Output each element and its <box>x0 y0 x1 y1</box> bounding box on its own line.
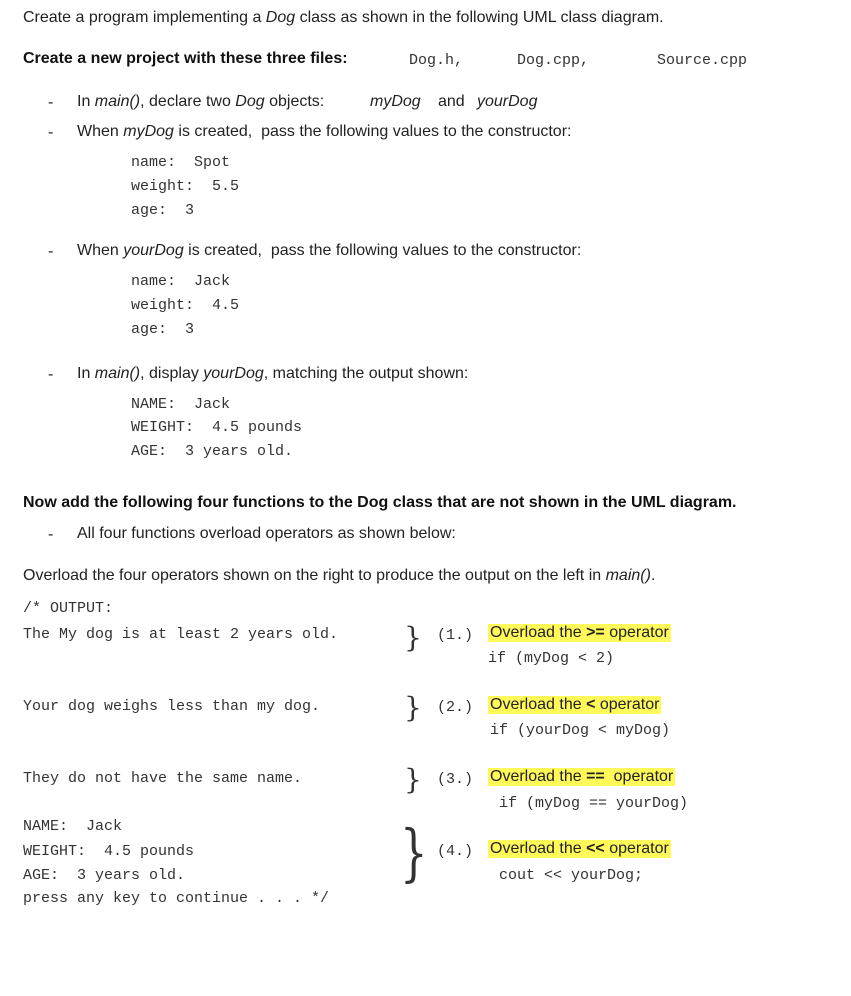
b3-post: is created, pass the following values to the constructor: <box>183 242 582 259</box>
brace-4: } <box>400 816 428 889</box>
intro-text-end: class as shown in the following UML class diagram. <box>295 9 664 26</box>
overload-pre: Overload the four operators shown on the right to produce the output on the left in <box>23 567 606 584</box>
b2-pre: When <box>77 123 124 140</box>
intro-text: Create a program implementing a <box>23 9 266 26</box>
op3-symbol: == <box>586 768 605 785</box>
op2-pre: Overload the <box>490 696 587 713</box>
display-age-line: AGE: 3 years old. <box>131 443 294 460</box>
bullet-mark: - <box>48 526 54 543</box>
b1-yourdog: yourDog <box>477 93 538 110</box>
b4-mid: , display <box>140 365 204 382</box>
output-line-3: They do not have the same name. <box>23 770 303 787</box>
bullet-mydog-created <box>77 123 571 141</box>
output-press-key: press any key to continue . . . */ <box>23 890 330 907</box>
operator-1-number: (1.) <box>437 627 474 644</box>
op4-pre: Overload the <box>490 840 587 857</box>
project-heading: Create a new project with these three files: <box>23 50 348 67</box>
b1-main: main() <box>94 93 141 110</box>
section2-heading: Now add the following four functions to the Dog class that are not shown in the UML diagram. <box>23 494 737 511</box>
section2-bullet: All four functions overload operators as shown below: <box>77 525 456 542</box>
op1-post: operator <box>604 624 669 641</box>
mydog-age-value: age: 3 <box>131 202 195 219</box>
b2-post: is created, pass the following values to the constructor: <box>173 123 572 140</box>
operator-3-code: if (myDog == yourDog) <box>499 795 689 812</box>
b4-main: main() <box>94 365 141 382</box>
mydog-name-value: name: Spot <box>131 154 231 171</box>
operator-2-number: (2.) <box>437 699 474 716</box>
bullet-declare-objects <box>77 93 324 111</box>
operator-4-label <box>488 840 671 858</box>
op1-symbol: >= <box>586 624 605 641</box>
operator-4-number: (4.) <box>437 843 474 860</box>
op2-post: operator <box>595 696 660 713</box>
display-weight-line: WEIGHT: 4.5 pounds <box>131 419 303 436</box>
b4-yourdog: yourDog <box>203 365 264 382</box>
b1-pre: In <box>77 93 95 110</box>
bullet-display-yourdog <box>77 365 468 383</box>
file-source-cpp: Source.cpp <box>657 52 748 69</box>
output-age-line: AGE: 3 years old. <box>23 867 186 884</box>
operator-3-label <box>488 768 675 786</box>
file-dog-h: Dog.h, <box>409 52 464 69</box>
op4-post: operator <box>604 840 669 857</box>
b1-post: objects: <box>264 93 325 110</box>
brace-2: } <box>404 691 422 724</box>
b1-obj2 <box>477 93 537 111</box>
b1-mid: , declare two <box>140 93 236 110</box>
bullet-mark: - <box>48 366 54 383</box>
intro-class-name: Dog <box>265 9 296 26</box>
operator-3-number: (3.) <box>437 771 474 788</box>
b2-mydog: myDog <box>123 123 174 140</box>
display-name-line: NAME: Jack <box>131 396 231 413</box>
b1-obj1 <box>370 93 421 111</box>
b3-pre: When <box>77 242 124 259</box>
operator-1-label <box>488 624 671 642</box>
yourdog-age-value: age: 3 <box>131 321 195 338</box>
operator-2-code: if (yourDog < myDog) <box>490 722 671 739</box>
b3-yourdog: yourDog <box>123 242 184 259</box>
yourdog-weight-value: weight: 4.5 <box>131 297 240 314</box>
op3-pre: Overload the <box>490 768 587 785</box>
b1-and: and <box>438 93 465 110</box>
output-line-2: Your dog weighs less than my dog. <box>23 698 321 715</box>
bullet-yourdog-created <box>77 242 581 260</box>
bullet-mark: - <box>48 124 54 141</box>
operator-2-label <box>488 696 661 714</box>
bullet-mark: - <box>48 94 54 111</box>
mydog-weight-value: weight: 5.5 <box>131 178 240 195</box>
op3-post: operator <box>604 768 674 785</box>
output-weight-line: WEIGHT: 4.5 pounds <box>23 843 195 860</box>
output-comment-open: /* OUTPUT: <box>23 600 114 617</box>
b4-post: , matching the output shown: <box>263 365 469 382</box>
file-dog-cpp: Dog.cpp, <box>517 52 590 69</box>
intro-sentence <box>23 9 664 27</box>
operator-1-code: if (myDog < 2) <box>488 650 615 667</box>
operator-4-code: cout << yourDog; <box>499 867 644 884</box>
brace-3: } <box>404 763 422 796</box>
op1-pre: Overload the <box>490 624 587 641</box>
bullet-mark: - <box>48 243 54 260</box>
op4-symbol: << <box>586 840 605 857</box>
overload-instruction <box>23 567 655 585</box>
brace-1: } <box>404 621 422 654</box>
yourdog-name-value: name: Jack <box>131 273 231 290</box>
b1-dog: Dog <box>235 93 265 110</box>
output-line-1: The My dog is at least 2 years old. <box>23 626 339 643</box>
op2-symbol: < <box>586 696 596 713</box>
overload-post: . <box>650 567 656 584</box>
overload-main: main() <box>605 567 651 584</box>
b1-mydog: myDog <box>370 93 421 110</box>
b4-pre: In <box>77 365 95 382</box>
output-name-line: NAME: Jack <box>23 818 123 835</box>
